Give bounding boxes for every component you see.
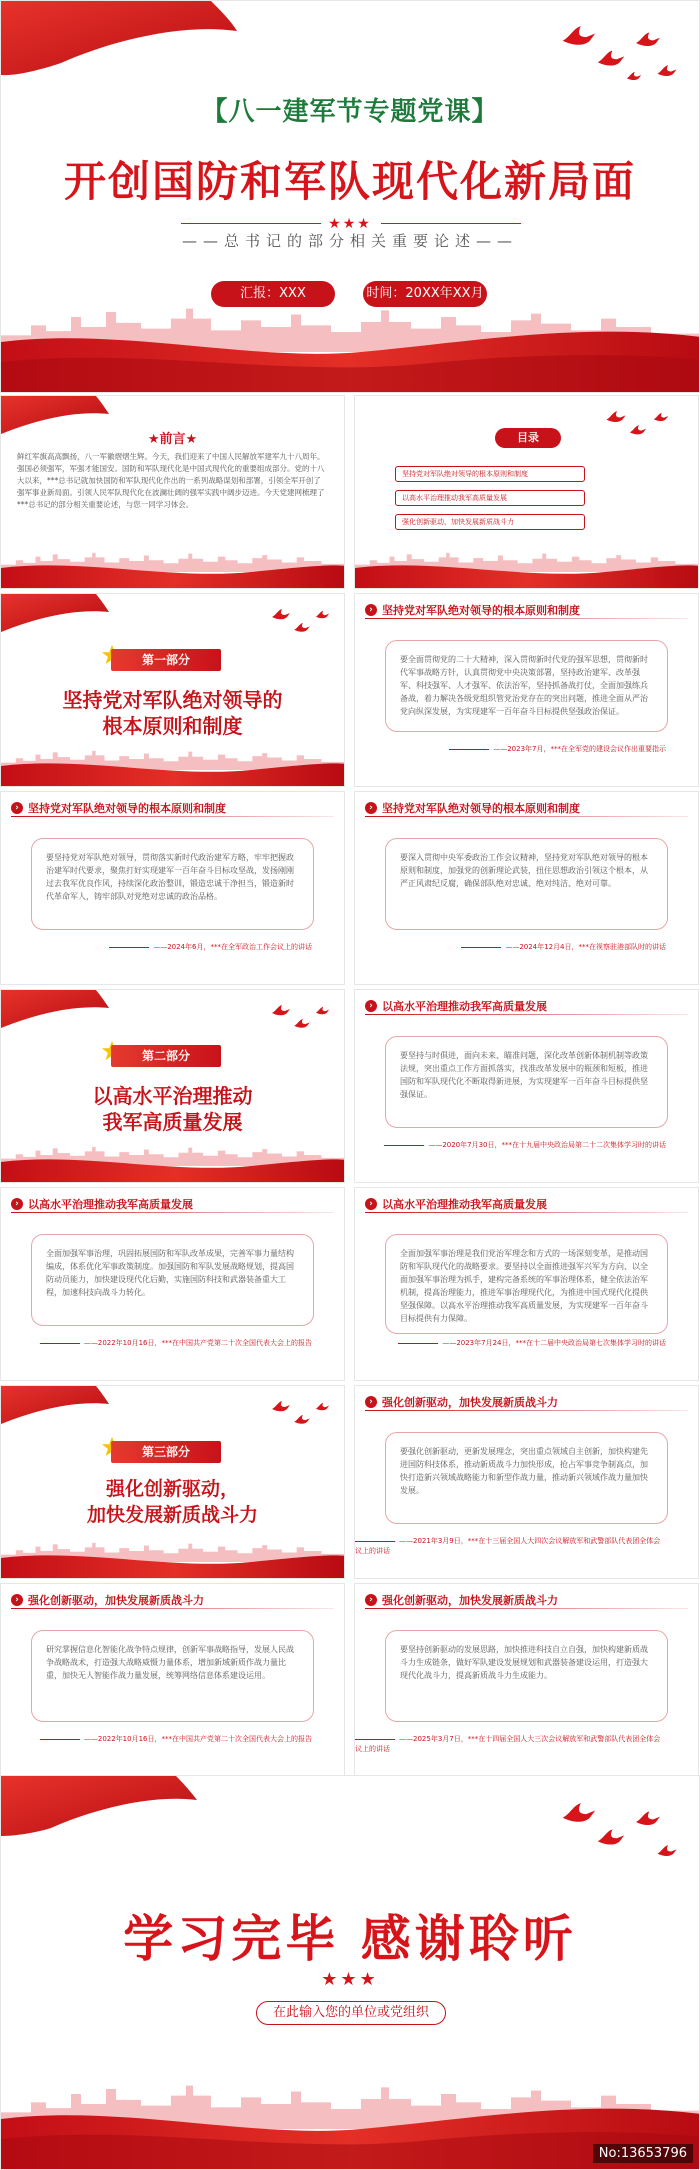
quote-source: ——2020年7月30日，***在十九届中央政治局第二十二次集体学习时的讲话 bbox=[384, 1140, 666, 1150]
section-label: 坚持党对军队绝对领导的根本原则和制度 bbox=[28, 802, 226, 815]
preface-heading: ★前言★ bbox=[147, 432, 198, 447]
chevron-right-icon: › bbox=[11, 1594, 23, 1606]
section-header bbox=[365, 800, 580, 816]
toc-item-3[interactable]: 强化创新驱动，加快发展新质战斗力 bbox=[395, 514, 585, 530]
section-label: 以高水平治理推动我军高质量发展 bbox=[28, 1198, 193, 1211]
section-header bbox=[11, 800, 226, 816]
red-wave-decoration bbox=[1, 748, 345, 786]
quote-slide-9 bbox=[354, 1583, 699, 1777]
chevron-right-icon: › bbox=[365, 1198, 377, 1210]
header-rule bbox=[11, 1608, 334, 1609]
doves-decoration bbox=[605, 406, 685, 446]
header-rule bbox=[365, 1014, 688, 1015]
cover-slide bbox=[0, 0, 700, 393]
flag-decoration bbox=[1, 1776, 201, 1836]
preface-text: 鲜红军旗高高飘扬，八一军徽熠熠生辉。今天，我们迎来了中国人民解放军建军九十八周年。强国必须强军，军强才能国安。国防和军队现代化是中国式现代化的重要组成部分。党的十八大以来，***总书记就加快国防和军队现代化作出的一系列战略谋划和部署，引领全军开创了强军事业新局面。引领人民军队现代化在波澜壮阔的强军实践中阔步迈进。今天党建网梳理了***总书记的部分相关重要论述，与您一同学习体会。 bbox=[17, 452, 325, 509]
doves-decoration bbox=[556, 19, 691, 94]
cover-main-title: 开创国防和军队现代化新局面 bbox=[63, 157, 636, 206]
preface-slide bbox=[0, 395, 345, 589]
quote-card: 全面加强军事治理是我们党治军理念和方式的一场深刻变革，是推动国防和军队现代化的战略要求。要坚持以全面推进强军兴军为方向、以全面加强军事治理为抓手，建构完备系统的军事治理体系，健全依法治军机制，提高治理能力，推进军事治理现代化，为推进中国式现代化提供坚强保障。以高水平治理推动我军高质量发展，为实现建军一百年奋斗目标提供有力保障。 bbox=[385, 1234, 668, 1334]
section-label: 以高水平治理推动我军高质量发展 bbox=[382, 1198, 547, 1211]
header-rule bbox=[11, 816, 334, 817]
red-wave-decoration bbox=[1, 550, 345, 588]
part-3-slide bbox=[0, 1385, 345, 1579]
section-header bbox=[365, 1196, 547, 1212]
quote-source: ——2024年12月4日，***在视察驻港部队时的讲话 bbox=[461, 942, 666, 952]
section-header bbox=[365, 602, 580, 618]
stars-decoration: ★★★ bbox=[328, 216, 372, 232]
part-title-line-1: 坚持党对军队绝对领导的 bbox=[62, 688, 283, 712]
doves-decoration bbox=[271, 1396, 336, 1436]
section-label: 以高水平治理推动我军高质量发展 bbox=[382, 1000, 547, 1013]
flag-decoration bbox=[1, 1386, 111, 1426]
header-rule bbox=[365, 1410, 688, 1411]
report-pill: 汇报：XXX bbox=[211, 281, 335, 307]
quote-card: 要强化创新驱动，更新发展理念，突出重点领域自主创新，加快构建先进国防科技体系，推动新质战斗力加快形成，抢占军事竞争制高点，加快打造新兴领域战略能力和新型作战力量，推动新兴领域作战力量加快发展。 bbox=[385, 1432, 668, 1524]
chevron-right-icon: › bbox=[365, 1396, 377, 1408]
image-id-label: No:13653796 bbox=[593, 2144, 693, 2163]
section-header bbox=[365, 1592, 558, 1608]
section-header bbox=[11, 1196, 193, 1212]
part-title-line-2: 我军高质量发展 bbox=[102, 1110, 243, 1134]
time-pill: 时间：20XX年XX月 bbox=[363, 281, 487, 307]
header-rule bbox=[365, 618, 688, 619]
course-bracket-title: 【八一建军节专题党课】 bbox=[201, 97, 499, 127]
chevron-right-icon: › bbox=[11, 1198, 23, 1210]
header-rule bbox=[365, 1608, 688, 1609]
part-tag: 第一部分 bbox=[111, 649, 221, 671]
red-wave-decoration bbox=[1, 1144, 345, 1182]
header-rule bbox=[365, 1212, 688, 1213]
quote-slide-4 bbox=[354, 989, 699, 1183]
doves-decoration bbox=[271, 604, 336, 644]
quote-card: 要坚持创新驱动的发展思路，加快推进科技自立自强，加快构建新质战斗力生成链条，做好军队建设发展规划和武器装备建设运用，打造强大现代化战斗力，提高新质战斗力生成能力。 bbox=[385, 1630, 668, 1722]
toc-item-2[interactable]: 以高水平治理推动我军高质量发展 bbox=[395, 490, 585, 506]
header-rule bbox=[365, 816, 688, 817]
flag-decoration bbox=[1, 594, 111, 634]
chevron-right-icon: › bbox=[11, 802, 23, 814]
section-header bbox=[365, 998, 547, 1014]
quote-source: ——2022年10月16日，***在中国共产党第二十次全国代表大会上的报告 bbox=[40, 1338, 312, 1348]
doves-decoration bbox=[556, 1796, 691, 1876]
section-header bbox=[365, 1394, 558, 1410]
unit-placeholder[interactable]: 在此输入您的单位或党组织 bbox=[256, 2001, 446, 2025]
red-wave-decoration bbox=[1, 322, 700, 392]
chevron-right-icon: › bbox=[365, 1594, 377, 1606]
part-tag: 第二部分 bbox=[111, 1045, 221, 1067]
part-title-line-1: 强化创新驱动， bbox=[105, 1478, 239, 1500]
header-rule bbox=[11, 1212, 334, 1213]
doves-decoration bbox=[271, 1000, 336, 1040]
quote-slide-7 bbox=[354, 1385, 699, 1579]
chevron-right-icon: › bbox=[365, 604, 377, 616]
chevron-right-icon: › bbox=[365, 1000, 377, 1012]
quote-slide-1 bbox=[354, 593, 699, 787]
end-title: 学习完毕 感谢聆听 bbox=[123, 1909, 577, 1968]
stars-decoration: ★★★ bbox=[321, 1969, 379, 1990]
quote-source: ——2025年3月7日，***在十四届全国人大三次会议解放军和武警部队代表团全体会议上的讲话 bbox=[355, 1735, 661, 1753]
quote-slide-8 bbox=[0, 1583, 345, 1777]
quote-source: ——2022年10月16日，***在中国共产党第二十次全国代表大会上的报告 bbox=[40, 1734, 312, 1744]
chevron-right-icon: › bbox=[365, 802, 377, 814]
part-title-line-2: 加快发展新质战斗力 bbox=[86, 1504, 258, 1526]
toc-item-1[interactable]: 坚持党对军队绝对领导的根本原则和制度 bbox=[395, 466, 585, 482]
part-2-slide bbox=[0, 989, 345, 1183]
toc-slide bbox=[354, 395, 699, 589]
quote-slide-6 bbox=[354, 1187, 699, 1381]
divider-right bbox=[381, 223, 521, 224]
flag-decoration bbox=[1, 1, 241, 76]
section-label: 坚持党对军队绝对领导的根本原则和制度 bbox=[382, 604, 580, 617]
section-label: 强化创新驱动，加快发展新质战斗力 bbox=[382, 1396, 558, 1409]
section-label: 强化创新驱动，加快发展新质战斗力 bbox=[382, 1594, 558, 1607]
red-wave-decoration bbox=[355, 550, 699, 588]
part-1-slide bbox=[0, 593, 345, 787]
part-title-line-1: 以高水平治理推动 bbox=[92, 1084, 253, 1108]
section-header bbox=[11, 1592, 204, 1608]
section-label: 坚持党对军队绝对领导的根本原则和制度 bbox=[382, 802, 580, 815]
quote-card: 要全面贯彻党的二十大精神，深入贯彻新时代党的强军思想，贯彻新时代军事战略方针，认真贯彻党中央决策部署，坚持政治建军、改革强军、科技强军、人才强军、依法治军，坚持抓备战打仗，全面加强练兵备战，着力解决各级党组织管党治党存在的突出问题，推进全面从严治党向纵深发展，为实现建军一百年奋斗目标提供坚强政治保证。 bbox=[385, 640, 668, 732]
quote-slide-3 bbox=[354, 791, 699, 985]
cover-subtitle: ——总书记的部分相关重要论述—— bbox=[181, 232, 518, 250]
quote-slide-2 bbox=[0, 791, 345, 985]
red-wave-decoration bbox=[1, 1540, 345, 1578]
quote-source: ——2023年7月，***在全军党的建设会议作出重要指示 bbox=[449, 744, 666, 754]
end-slide bbox=[0, 1775, 700, 2170]
section-label: 强化创新驱动，加快发展新质战斗力 bbox=[28, 1594, 204, 1607]
quote-card: 要坚持党对军队绝对领导，贯彻落实新时代政治建军方略，牢牢把握政治建军时代要求，聚焦打好实现建军一百年奋斗目标攻坚战，发扬刚刚过去我军优良作风，持续深化政治整训，锻造忠诚干净担当，锻造新时代革命军人，铸牢部队对党绝对忠诚的政治品格。 bbox=[31, 838, 314, 930]
quote-source: ——2021年3月9日，***在十三届全国人大四次会议解放军和武警部队代表团全体会议上的讲话 bbox=[355, 1537, 661, 1555]
quote-card: 要坚持与时俱进，面向未来、瞄准问题，深化改革创新体制机制等政策法规，突出重点工作方面抓落实，找准改革发展中的瓶颈和短板，推进国防和军队现代化不断取得新进展，为实现建军一百年奋斗目标提供坚强保证。 bbox=[385, 1036, 668, 1128]
part-tag: 第三部分 bbox=[111, 1441, 221, 1463]
flag-decoration bbox=[1, 990, 111, 1030]
quote-card: 要深入贯彻中央军委政治工作会议精神，坚持党对军队绝对领导的根本原则和制度，加强党的创新理论武装，扭住思想政治引领这个根本，从严正风肃纪反腐，确保部队绝对忠诚、绝对纯洁、绝对可靠。 bbox=[385, 838, 668, 930]
quote-card: 研究掌握信息化智能化战争特点规律，创新军事战略指导，发展人民战争战略战术，打造强大战略威慑力量体系，增加新域新质作战力量比重，加快无人智能作战力量发展，统筹网络信息体系建设运用。 bbox=[31, 1630, 314, 1722]
toc-badge: 目录 bbox=[495, 428, 561, 448]
part-title-line-2: 根本原则和制度 bbox=[102, 714, 243, 738]
quote-source: ——2023年7月24日，***在十二届中央政治局第七次集体学习时的讲话 bbox=[398, 1338, 666, 1348]
quote-slide-5 bbox=[0, 1187, 345, 1381]
quote-card: 全面加强军事治理，巩固拓展国防和军队改革成果，完善军事力量结构编成，体系优化军事政策制度。加强国防和军队发展战略规划，提高国防动员能力，加快建设现代化后勤，实施国防科技和武器装备重大工程，加速科技向战斗力转化。 bbox=[31, 1234, 314, 1326]
quote-source: ——2024年6月，***在全军政治工作会议上的讲话 bbox=[109, 942, 312, 952]
